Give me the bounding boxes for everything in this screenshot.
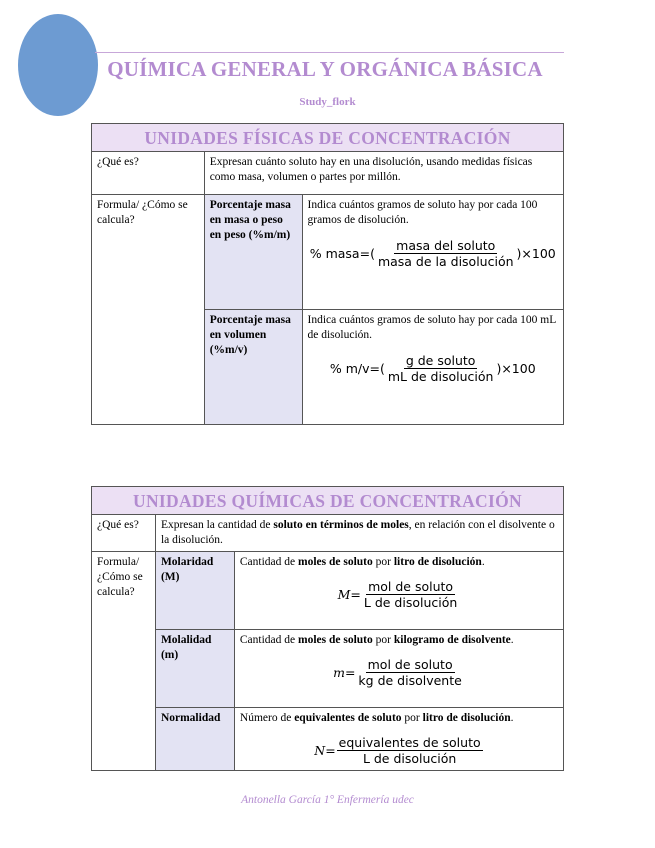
footer-author: Antonella García 1° Enfermería udec — [241, 794, 414, 806]
formula-cell-normality — [234, 708, 563, 771]
method-mass-mass: Porcentaje masa en masa o peso en peso (%m/m) — [204, 195, 302, 310]
method-normality: Normalidad — [155, 708, 234, 771]
what-text-part: , en relación con el disolvente o la disolución. — [160, 519, 555, 546]
equals-sign: = — [325, 743, 336, 758]
physical-what-text: Expresan cuánto soluto hay en una disolución, usando medidas físicas como masa, volumen o partes por millón. — [204, 152, 563, 195]
fraction — [376, 238, 516, 269]
formula-normality — [240, 735, 558, 766]
desc-bold: litro de disolución — [422, 712, 511, 724]
formula-lhs: % masa=( — [309, 246, 375, 261]
desc-text: . — [481, 556, 485, 568]
formula-cell-molality — [234, 630, 563, 708]
description-mass-mass: Indica cuántos gramos de soluto hay por cada 100 gramos de disolución. — [307, 199, 538, 226]
formula-cell-molarity — [234, 552, 563, 630]
formula-cell-mass-mass — [302, 195, 564, 310]
numerator: mol de soluto — [367, 657, 453, 672]
description-mass-volume: Indica cuántos gramos de soluto hay por cada 100 mL de disolución. — [307, 314, 556, 341]
desc-text: . — [510, 712, 514, 724]
description-normality — [240, 711, 558, 726]
fraction — [386, 353, 496, 384]
desc-text: por — [372, 556, 394, 568]
chemical-what-label: ¿Qué es? — [92, 515, 156, 552]
numerator: equivalentes de soluto — [338, 735, 481, 750]
formula-rhs: )×100 — [496, 361, 536, 376]
desc-bold: litro de disolución — [393, 556, 482, 568]
what-text-bold: soluto en términos de moles — [273, 519, 409, 531]
chemical-what-text — [155, 515, 563, 552]
physical-heading: UNIDADES FÍSICAS DE CONCENTRACIÓN — [92, 124, 564, 152]
formula-molality — [240, 657, 558, 688]
method-molarity: Molaridad (M) — [155, 552, 234, 630]
desc-bold: equivalentes de soluto — [294, 712, 402, 724]
physical-formula-label: Formula/ ¿Cómo se calcula? — [92, 195, 205, 425]
description-molality — [240, 633, 558, 648]
method-mass-volume: Porcentaje masa en volumen (%m/v) — [204, 310, 302, 425]
desc-text: Cantidad de — [239, 556, 299, 568]
formula-rhs: )×100 — [516, 246, 556, 261]
desc-text: por — [401, 712, 423, 724]
denominator: kg de disolvente — [358, 673, 462, 688]
formula-molarity — [240, 579, 558, 610]
denominator: mL de disolución — [387, 369, 494, 384]
desc-bold: moles de soluto — [298, 556, 373, 568]
numerator: g de soluto — [405, 353, 476, 368]
desc-text: Número de — [239, 712, 295, 724]
subtitle-text: Study_flork — [299, 96, 356, 108]
what-text-part: Expresan la cantidad de — [160, 519, 274, 531]
formula-lhs: % m/v=( — [329, 361, 385, 376]
desc-text: por — [372, 634, 394, 646]
equals-sign: = — [350, 587, 361, 602]
fraction — [337, 735, 483, 766]
method-molality: Molalidad (m) — [155, 630, 234, 708]
numerator: masa del soluto — [396, 238, 496, 253]
desc-bold: moles de soluto — [298, 634, 373, 646]
header-rule — [95, 52, 564, 53]
fraction — [356, 657, 463, 688]
formula-lhs: N — [314, 743, 326, 758]
formula-cell-mass-volume — [302, 310, 564, 425]
equals-sign: = — [344, 665, 356, 680]
description-molarity — [240, 555, 558, 570]
page-subtitle — [0, 96, 655, 108]
desc-text: Cantidad de — [239, 634, 299, 646]
desc-text: . — [510, 634, 514, 646]
page-title: QUÍMICA GENERAL Y ORGÁNICA BÁSICA — [107, 57, 543, 81]
chemical-formula-label: Formula/ ¿Cómo se calcula? — [92, 552, 156, 771]
formula-lhs: m — [333, 665, 345, 680]
denominator: L de disolución — [362, 751, 457, 766]
formula-mass-volume — [308, 353, 559, 384]
denominator: masa de la disolución — [377, 254, 514, 269]
chemical-heading: UNIDADES QUÍMICAS DE CONCENTRACIÓN — [92, 487, 564, 515]
denominator: L de disolución — [363, 595, 458, 610]
physical-units-table — [91, 123, 564, 425]
formula-lhs: M — [337, 587, 351, 602]
numerator: mol de soluto — [368, 579, 454, 594]
chemical-units-table — [91, 486, 564, 771]
fraction — [362, 579, 459, 610]
formula-mass-mass — [308, 238, 559, 269]
physical-what-label: ¿Qué es? — [92, 152, 205, 195]
desc-bold: kilogramo de disolvente — [393, 634, 511, 646]
